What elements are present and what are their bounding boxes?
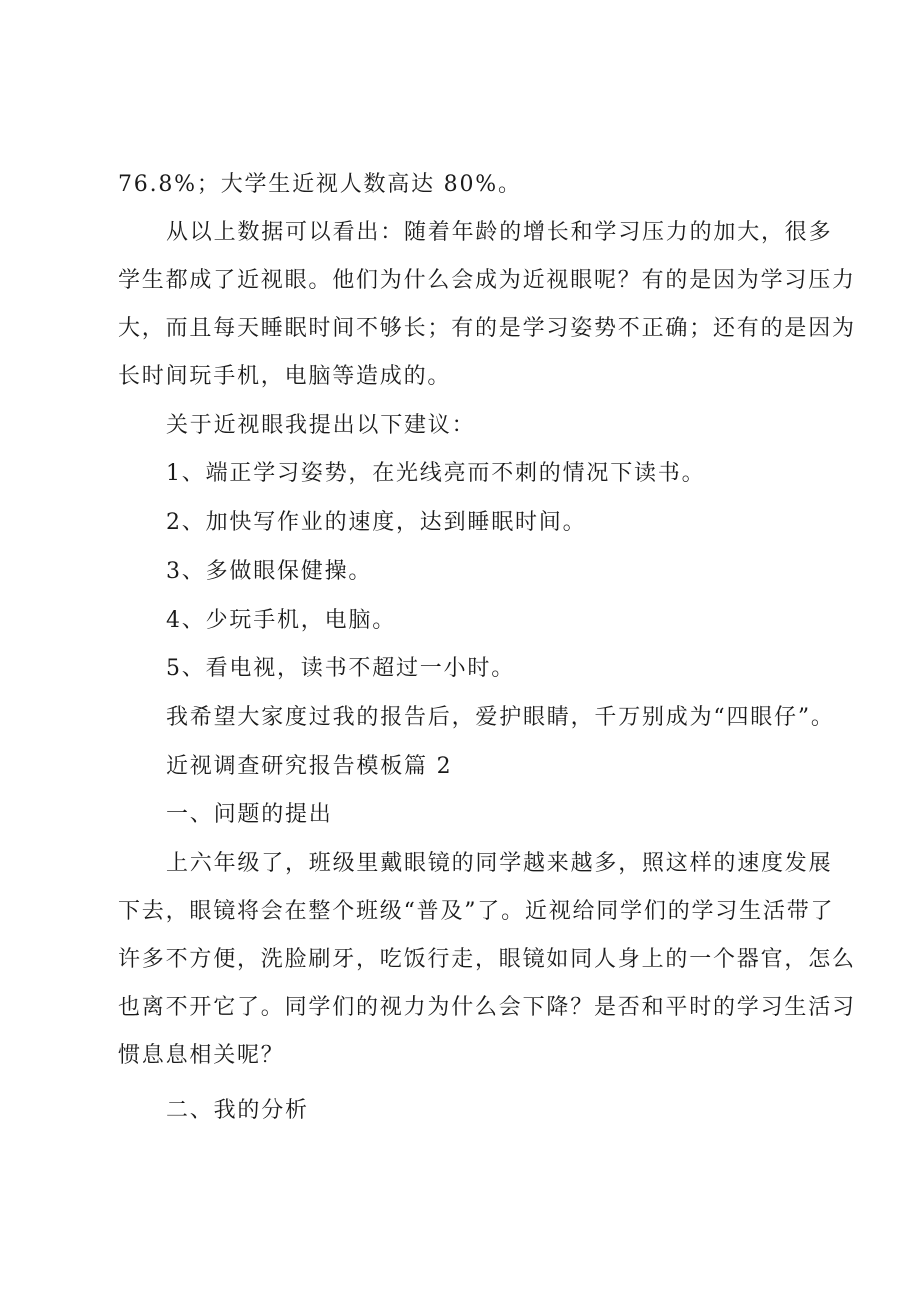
list-item: 5、看电视，读书不超过一小时。	[166, 656, 515, 681]
text-line: 许多不方便，洗脸刷牙，吃饭行走，眼镜如同人身上的一个器官，怎么	[118, 947, 856, 972]
text-line: 长时间玩手机，电脑等造成的。	[118, 364, 452, 389]
list-item: 1、端正学习姿势，在光线亮而不刺的情况下读书。	[166, 461, 706, 486]
section-title: 近视调查研究报告模板篇 2	[166, 754, 453, 779]
text-line: 76.8%；大学生近视人数高达 80%。	[118, 172, 522, 197]
paragraph-line: 从以上数据可以看出：随着年龄的增长和学习压力的加大，很多	[166, 220, 833, 245]
text-line: 也离不开它了。同学们的视力为什么会下降？是否和平时的学习生活习	[118, 995, 856, 1020]
list-item: 4、少玩手机，电脑。	[166, 608, 396, 633]
section-heading: 一、问题的提出	[166, 802, 333, 827]
text-line: 大，而且每天睡眠时间不够长；有的是学习姿势不正确；还有的是因为	[118, 316, 856, 341]
list-item: 2、加快写作业的速度，达到睡眠时间。	[166, 510, 587, 535]
paragraph-line: 我希望大家度过我的报告后，爱护眼睛，千万别成为“四眼仔”。	[166, 705, 835, 730]
paragraph-line: 关于近视眼我提出以下建议：	[166, 413, 476, 438]
text-line: 学生都成了近视眼。他们为什么会成为近视眼呢？有的是因为学习压力	[118, 268, 856, 293]
text-line: 下去，眼镜将会在整个班级“普及”了。近视给同学们的学习生活带了	[118, 899, 835, 924]
paragraph-line: 上六年级了，班级里戴眼镜的同学越来越多，照这样的速度发展	[166, 851, 833, 876]
list-item: 3、多做眼保健操。	[166, 559, 373, 584]
section-heading: 二、我的分析	[166, 1098, 309, 1123]
text-line: 惯息息相关呢？	[118, 1043, 285, 1068]
